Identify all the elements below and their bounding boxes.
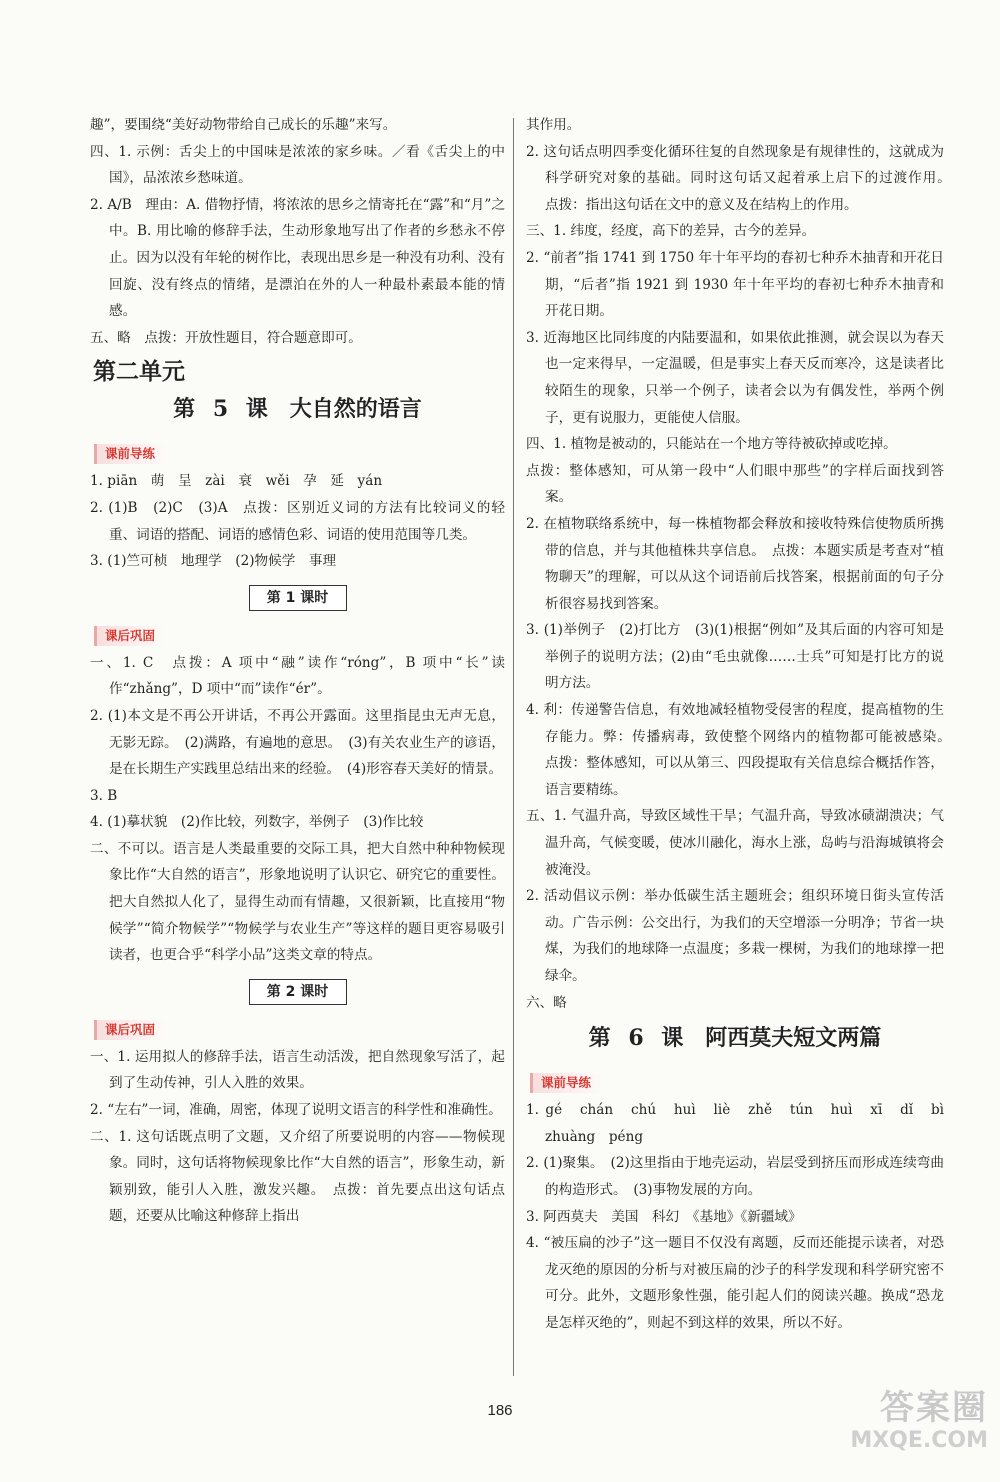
answer-line: 2. 在植物联络系统中，每一株植物都会释放和接收特殊信使物质所携带的信息，并与其他植株共享信息。 点拨：本题实质是考查对“植物聊天”的理解，可以从这个词语前后找答案，根据前面的句子分析很容易找到答案。 (526, 515, 944, 612)
answer-line: 3. 阿西莫夫 美国 科幻 《基地》《新疆域》 (526, 1208, 802, 1225)
answer-line: 四、1. 植物是被动的，只能站在一个地方等待被砍掉或吃掉。 (526, 436, 897, 453)
answer-line: 1. gé chán chú huì liè zhě tún huì xī dǐ bì zhuàng péng (526, 1102, 958, 1145)
column-divider (513, 118, 514, 1376)
section-tag-post: 课后巩固 (94, 1020, 165, 1040)
answer-line: 2. “左右”一词，准确，周密，体现了说明文语言的科学性和准确性。 (90, 1102, 502, 1119)
answer-line: 2. (1)B (2)C (3)A 点拨：区别近义词的方法有比较词义的轻重、词语的搭配、词语的感情色彩、词语的使用范围等几类。 (90, 499, 505, 543)
section-tag-post: 课后巩固 (94, 626, 165, 646)
period-1-label: 第 1 课时 (249, 585, 347, 611)
answer-line: 4. (1)摹状貌 (2)作比较，列数字，举例子 (3)作比较 (90, 814, 424, 831)
answer-line: 一、1. 运用拟人的修辞手法，语言生动活泼，把自然现象写活了，起到了生动传神，引人入胜的效果。 (90, 1048, 505, 1092)
answer-line: 五、略 点拨：开放性题目，符合题意即可。 (90, 329, 362, 346)
left-column (90, 112, 505, 1230)
answer-line: 4. “被压扁的沙子”这一题目不仅没有离题，反而还能提示读者，对恐龙灭绝的原因的分析与对被压扁的沙子的科学发现和科学研究密不可分。此外，文题形象性强，能引起人们的阅读兴趣。换成“恐龙是怎样灭绝的”，则起不到这样的效果，所以不好。 (526, 1235, 944, 1331)
page-number: 186 (487, 1402, 513, 1419)
watermark-site: MXQE.COM (850, 1428, 988, 1453)
answer-line: 1. piān 萌 呈 zài 衰 wěi 孕 延 yán (90, 473, 383, 490)
answer-line: 3. 近海地区比同纬度的内陆要温和，如果依此推测，就会误以为春天也一定来得早，一定温暖，但是事实上春天反而寒冷，这是读者比较陌生的现象，只举一个例子，读者会以为有偶发性，举两个例子，更有说服力，更能使人信服。 (526, 329, 944, 426)
answer-line: 三、1. 纬度，经度，高下的差异，古今的差异。 (526, 223, 816, 240)
answer-line: 2. “前者”指 1741 到 1750 年十年平均的春初七种乔木抽青和开花日期，“后者”指 1921 到 1930 年十年平均的春初七种乔木抽青和开花日期。 (526, 249, 944, 320)
answer-line: 四、1. 示例：舌尖上的中国味是浓浓的家乡味。／看《舌尖上的中国》，品浓浓乡愁味道。 (90, 143, 505, 187)
answer-line: 趣”，要围绕“美好动物带给自己成长的乐趣”来写。 (90, 117, 397, 133)
section-tag-pre: 课前导练 (94, 444, 165, 464)
answer-line: 点拨：整体感知，可从第一段中“人们眼中那些”的字样后面找到答案。 (526, 462, 944, 506)
answer-line: 2. A/B 理由：A. 借物抒情，将浓浓的思乡之情寄托在“露”和“月”之中。B. 用比喻的修辞手法，生动形象地写出了作者的乡愁永不停止。因为以没有年轮的树作比，表现出思乡是一种没有功利、没有回旋、没有终点的情绪，是漂泊在外的人一种最朴素最本能的情感。 (90, 196, 505, 320)
answer-line: 3. (1)举例子 (2)打比方 (3)(1)根据“例如”及其后面的内容可知是举例子的说明方法；(2)由“毛虫就像……士兵”可知是打比方的说明方法。 (526, 622, 944, 692)
section-tag-pre: 课前导练 (530, 1073, 601, 1093)
answer-line: 五、1. 气温升高，导致区域性干旱；气温升高，导致冰碛湖溃决；气温升高，气候变暖，使冰川融化，海水上涨，岛屿与沿海城镇将会被淹没。 (526, 808, 944, 878)
lesson-6-title: 第 6 课 阿西莫夫短文两篇 (588, 1025, 882, 1052)
answer-line: 3. B (90, 787, 118, 804)
answer-line: 二、不可以。语言是人类最重要的交际工具，把大自然中种种物候现象比作“大自然的语言”，形象地说明了认识它、研究它的重要性。把大自然拟人化了，显得生动而有情趣，又很新颖，比直接用“物候学”“简介物候学”“物候学与农业生产”等这样的题目更容易吸引读者，也更合乎“科学小品”这类文章的特点。 (90, 840, 505, 964)
answer-line: 2. (1)本文是不再公开讲话，不再公开露面。这里指昆虫无声无息，无影无踪。 (2)满路，有遍地的意思。 (3)有关农业生产的谚语，是在长期生产实践里总结出来的经验。 (4)形容春天美好的情景。 (90, 707, 505, 778)
watermark-title: 答案圈 (880, 1388, 988, 1428)
period-2-label: 第 2 课时 (249, 979, 347, 1005)
answer-line: 二、1. 这句话既点明了文题，又介绍了所要说明的内容——物候现象。同时，这句话将物候现象比作“大自然的语言”，形象生动，新颖别致，能引人入胜，激发兴趣。 点拨：首先要点出这句话点题，还要从比喻这种修辞上指出 (90, 1128, 505, 1225)
answer-line: 其作用。 (526, 117, 581, 133)
answer-line: 2. (1)聚集。 (2)这里指由于地壳运动，岩层受到挤压而形成连续弯曲的构造形式。 (3)事物发展的方向。 (526, 1155, 945, 1198)
answer-line: 3. (1)竺可桢 地理学 (2)物候学 事理 (90, 553, 337, 570)
answer-line: 4. 利：传递警告信息，有效地减轻植物受侵害的程度，提高植物的生存能力。弊：传播病毒，致使整个网络内的植物都可能被感染。 点拨：整体感知，可以从第三、四段提取有关信息综合概括作答，语言要精练。 (526, 702, 958, 798)
answer-line: 2. 活动倡议示例：举办低碳生活主题班会；组织环境日街头宣传活动。广告示例：公交出行，为我们的天空增添一分明净；节省一块煤，为我们的地球降一点温度；多栽一棵树，为我们的地球撑一把绿伞。 (526, 888, 944, 984)
unit-title: 第二单元 (93, 359, 185, 386)
lesson-5-title: 第 5 课 大自然的语言 (173, 396, 422, 423)
right-column (526, 112, 958, 1337)
answer-line: 2. 这句话点明四季变化循环往复的自然现象是有规律性的，这就成为科学研究对象的基础。同时这句话又起着承上启下的过渡作用。 点拨：指出这句话在文中的意义及在结构上的作用。 (526, 143, 958, 213)
answer-line: 一、1. C 点拨：A 项中“融”读作“róng”，B 项中“长”读作“zhǎng”，D 项中“而”读作“ér”。 (90, 654, 505, 698)
answer-line: 六、略 (526, 994, 567, 1011)
watermark-logo (848, 1388, 988, 1472)
